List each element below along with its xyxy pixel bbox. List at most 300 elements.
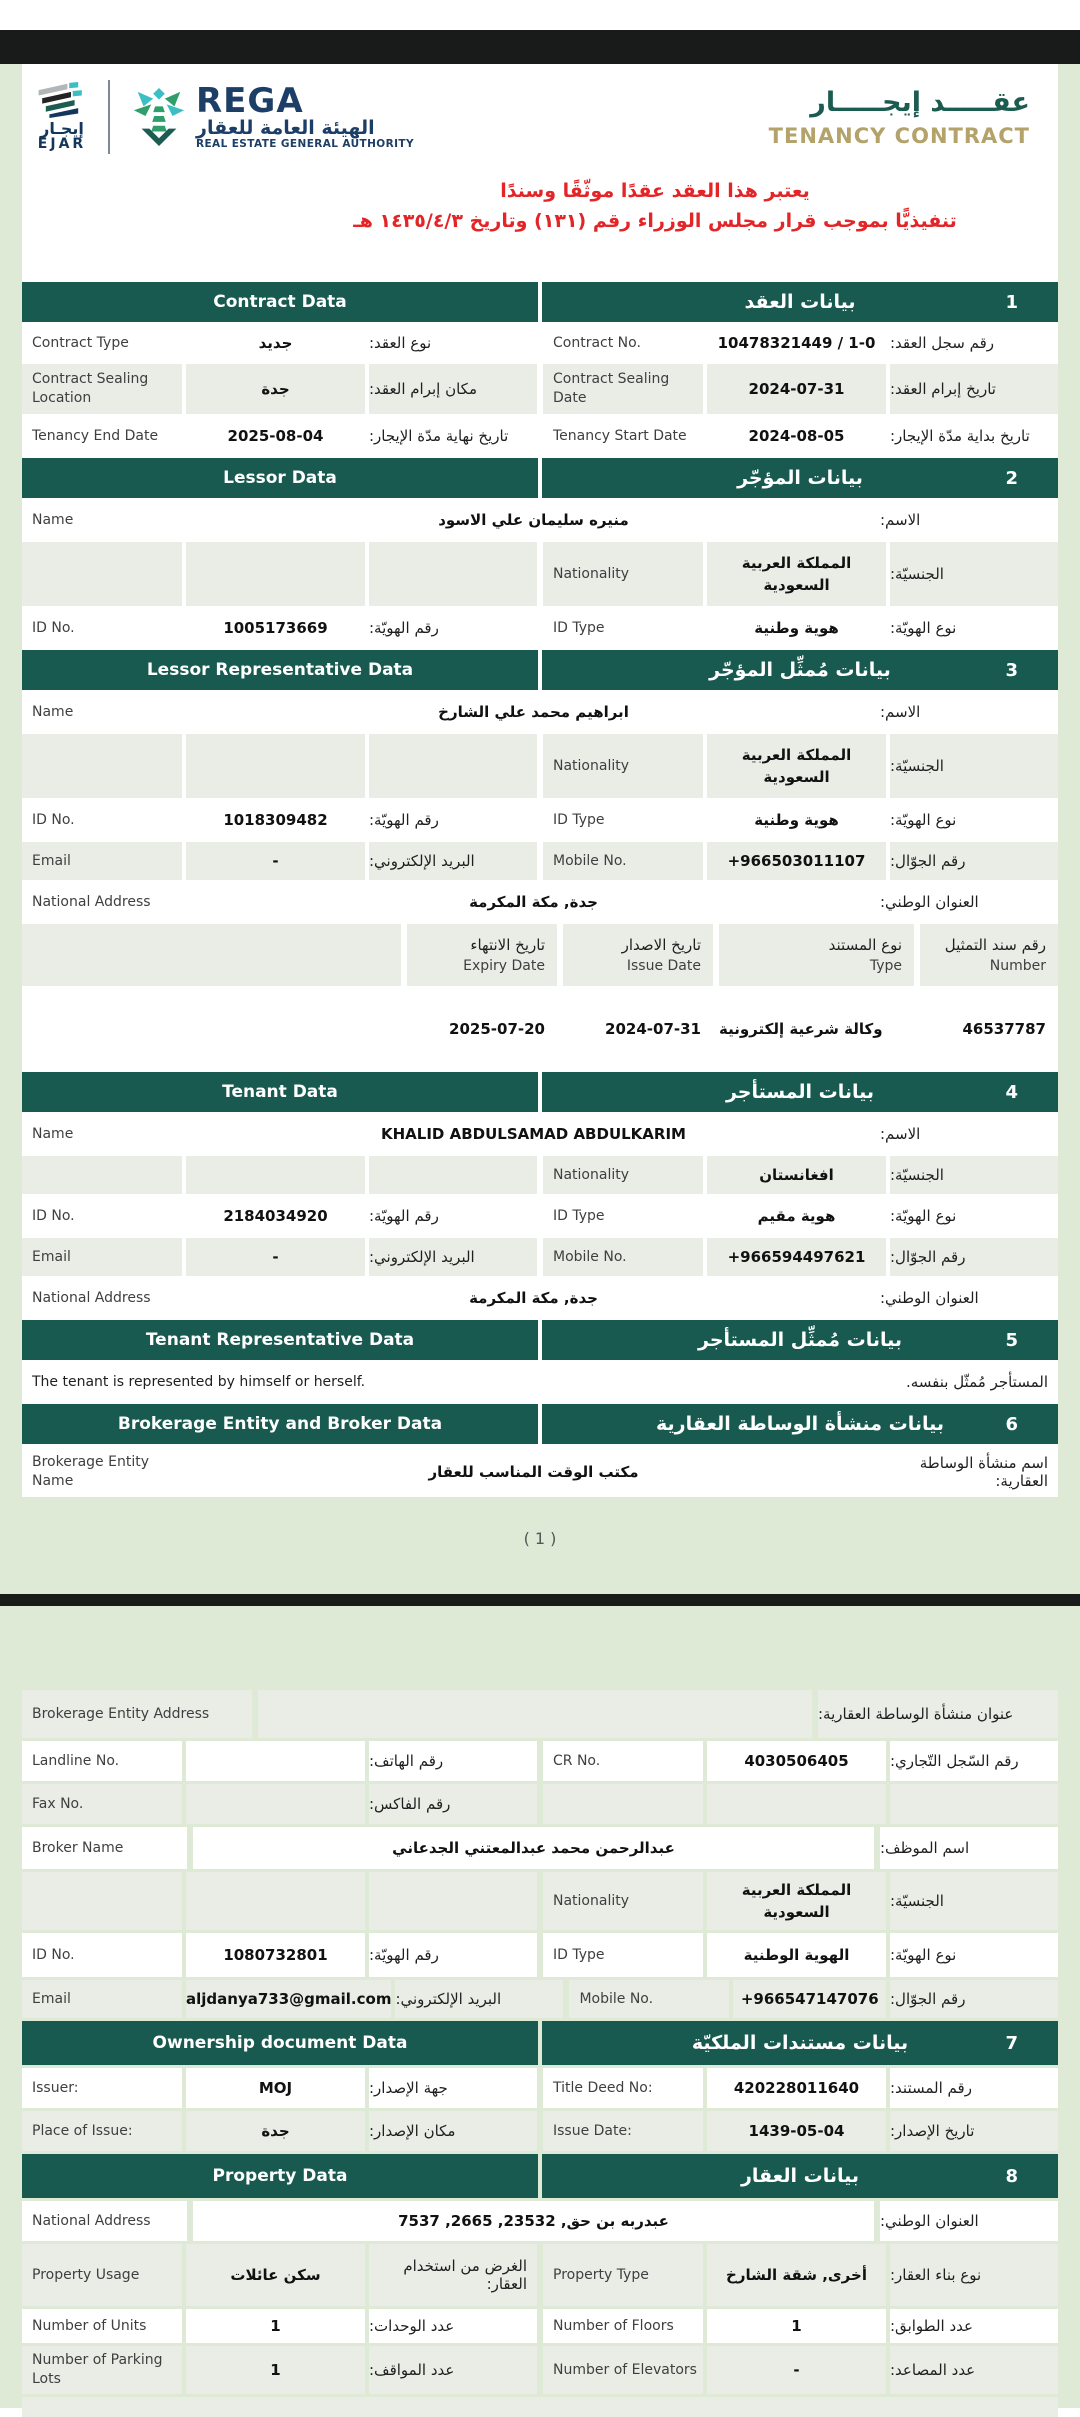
doc-col-label-en: Type: [869, 958, 902, 974]
section-title-ar: بيانات المستأجر: [725, 1081, 875, 1103]
field-label-ar: مكان إبرام العقد:: [369, 364, 537, 414]
empty-cell: [22, 924, 401, 986]
field-value: MOJ: [186, 2068, 365, 2108]
field-value: جدة: [186, 364, 365, 414]
row-left-half: [22, 2111, 537, 2151]
field-value: 2024-07-31: [707, 364, 886, 414]
field-label-ar: عدد المصاعد:: [890, 2346, 1058, 2394]
field-label-ar: البريد الإلكتروني:: [369, 842, 537, 880]
field-label-ar: الاسم:: [880, 1115, 1058, 1153]
empty-cell: [186, 542, 365, 606]
field-label-en: ID Type: [543, 609, 703, 647]
field-label-en: National Address: [22, 1279, 187, 1317]
field-label-ar: نوع الهويّة:: [890, 609, 1058, 647]
row-left-half: [22, 542, 537, 606]
table-row: [22, 609, 1058, 647]
field-label-en: Property Usage: [22, 2244, 182, 2306]
field-value: المملكة العربية السعودية: [707, 1872, 886, 1930]
field-label-en: Nationality: [543, 542, 703, 606]
field-label-en: Name: [22, 501, 187, 539]
row-right-half: [543, 1238, 1058, 1276]
field-label-en: Email: [22, 842, 182, 880]
field-label-ar: مكان الإصدار:: [369, 2111, 537, 2151]
viewer-top-strip: [0, 0, 1080, 30]
section-title-ar: بيانات مُمثِّل المؤجّر: [709, 659, 891, 681]
row-left-half: [22, 609, 537, 647]
section-title-ar-wrap: [542, 282, 1058, 322]
rega-logo-latin: REAL ESTATE GENERAL AUTHORITY: [196, 138, 414, 151]
table-row: [22, 2201, 1058, 2241]
row-right-half: [543, 1784, 1058, 1824]
row-right-half: [543, 2111, 1058, 2151]
rega-palm-icon: [130, 85, 188, 149]
field-value: المملكة العربية السعودية: [707, 542, 886, 606]
legal-notice: [22, 160, 1058, 282]
section-header-ownership: [22, 2021, 1058, 2065]
empty-cell: [22, 989, 401, 1069]
field-value: +966594497621: [707, 1238, 886, 1276]
doc-col-expiry: [407, 924, 557, 986]
section-title-ar: بيانات مستندات الملكيّة: [691, 2032, 909, 2054]
row-right-half: [543, 609, 1058, 647]
field-label-en: Place of Issue:: [22, 2111, 182, 2151]
doc-col-label-ar: تاريخ الانتهاء: [470, 936, 545, 954]
contract-page-1: [0, 64, 1080, 1594]
field-label-ar: رقم الهويّة:: [369, 1197, 537, 1235]
field-value: 10478321449 / 1-0: [707, 325, 886, 361]
field-label-en: Brokerage Entity Address: [22, 1690, 252, 1738]
row-right-half: [543, 801, 1058, 839]
field-value: جدة, مكة المكرمة: [193, 883, 874, 921]
row-left-half: [22, 842, 537, 880]
field-value: 1: [186, 2309, 365, 2343]
row-right-half: [543, 1197, 1058, 1235]
doc-col-number: [920, 924, 1058, 986]
field-label-ar: تاريخ نهاية مدّة الإيجار:: [369, 417, 537, 455]
field-label-ar: الجنسيّة:: [890, 542, 1058, 606]
section-number: 6: [1005, 1413, 1018, 1435]
section-title-ar: بيانات العقار: [740, 2165, 860, 2187]
table-row: [22, 2346, 1058, 2394]
field-label-en: Property Type: [543, 2244, 703, 2306]
field-label-ar: البريد الإلكتروني:: [395, 1980, 563, 2018]
self-representation-note-en: The tenant is represented by himself or herself.: [22, 1363, 365, 1401]
section-number: 1: [1005, 291, 1018, 313]
row-right-half: [543, 734, 1058, 798]
field-label-en: Email: [22, 1980, 182, 2018]
tenant-self-representation-row: [22, 1363, 1058, 1401]
field-label-en: Nationality: [543, 1872, 703, 1930]
field-label-ar: اسم منشأة الوساطة العقارية:: [880, 1447, 1058, 1497]
field-value: جدة: [186, 2111, 365, 2151]
field-label-en: Number of Units: [22, 2309, 182, 2343]
row-right-half: [543, 542, 1058, 606]
table-row: [22, 1197, 1058, 1235]
representation-doc-header-row: [22, 924, 1058, 986]
section-title-ar-wrap: [542, 1072, 1058, 1112]
field-label-ar: رقم الجوّال:: [890, 1980, 1058, 2018]
empty-cell: [22, 734, 182, 798]
representation-doc-values-row: [22, 989, 1058, 1069]
field-value: جدة, مكة المكرمة: [193, 1279, 874, 1317]
table-row: [22, 842, 1058, 880]
section-title-en: Property Data: [22, 2154, 538, 2198]
field-value: KHALID ABDULSAMAD ABDULKARIM: [193, 1115, 874, 1153]
empty-cell: [707, 1784, 886, 1824]
field-label-en: ID No.: [22, 609, 182, 647]
field-label-en: Broker Name: [22, 1827, 187, 1869]
field-label-en: Title Deed No:: [543, 2068, 703, 2108]
section-title-en: Brokerage Entity and Broker Data: [22, 1404, 538, 1444]
table-row: [22, 1980, 1058, 2018]
field-label-en: Nationality: [543, 734, 703, 798]
self-representation-note-ar: المستأجر مُمثّل بنفسه.: [906, 1363, 1058, 1401]
document-header: [22, 64, 1058, 160]
field-value: 2025-08-04: [186, 417, 365, 455]
field-value: 1: [186, 2346, 365, 2394]
table-row: [22, 1690, 1058, 1738]
field-value: منيره سليمان علي الاسود: [193, 501, 874, 539]
section-title-ar-wrap: [542, 1320, 1058, 1360]
field-label-en: Number of Floors: [543, 2309, 703, 2343]
field-label-ar: العنوان الوطني:: [880, 1279, 1058, 1317]
section-title-ar: بيانات المؤجّر: [737, 467, 863, 489]
empty-cell: [186, 734, 365, 798]
table-row: [22, 2244, 1058, 2306]
empty-cell: [890, 1784, 1058, 1824]
field-label-en: Fax No.: [22, 1784, 182, 1824]
field-label-ar: الجنسيّة:: [890, 734, 1058, 798]
section-number: 8: [1005, 2165, 1018, 2187]
field-label-en: Mobile No.: [543, 842, 703, 880]
section-title-ar: بيانات مُمثِّل المستأجر: [698, 1329, 902, 1351]
field-label-ar: نوع الهويّة:: [890, 1933, 1058, 1977]
ejar-logo-arabic: إيجـار: [40, 118, 84, 138]
field-label-ar: عنوان منشأة الوساطة العقارية:: [818, 1690, 1058, 1738]
table-row: [22, 1115, 1058, 1153]
table-row: [22, 801, 1058, 839]
field-label-en: Issue Date:: [543, 2111, 703, 2151]
document-title: [769, 87, 1058, 148]
section-number: 4: [1005, 1081, 1018, 1103]
doc-col-label-en: Expiry Date: [463, 958, 545, 974]
field-label-ar: رقم المستند:: [890, 2068, 1058, 2108]
section-title-ar-wrap: [542, 2154, 1058, 2198]
field-label-ar: رقم الهاتف:: [369, 1741, 537, 1781]
field-label-ar: البريد الإلكتروني:: [369, 1238, 537, 1276]
field-label-ar: رقم الهويّة:: [369, 609, 537, 647]
field-value: 2184034920: [186, 1197, 365, 1235]
field-label-en: Name: [22, 1115, 187, 1153]
row-left-half: [22, 2068, 537, 2108]
field-value: -: [707, 2346, 886, 2394]
page2-content: [22, 1690, 1058, 2417]
field-value: 1439-05-04: [707, 2111, 886, 2151]
field-value: 4030506405: [707, 1741, 886, 1781]
table-row: [22, 1447, 1058, 1497]
row-left-half: [22, 2244, 537, 2306]
field-label-ar: الجنسيّة:: [890, 1872, 1058, 1930]
field-label-en: Tenancy Start Date: [543, 417, 703, 455]
field-value: 420228011640: [707, 2068, 886, 2108]
section-header-tenant-representative: [22, 1320, 1058, 1360]
rega-logo-arabic: الهيئة العامة للعقار: [196, 117, 375, 140]
empty-cell: [543, 1784, 703, 1824]
section-header-brokerage: [22, 1404, 1058, 1444]
doc-col-type: [719, 924, 914, 986]
doc-col-issue: [563, 924, 713, 986]
empty-cell: [369, 542, 537, 606]
page-separator: [0, 1594, 1080, 1606]
page1-content: [22, 64, 1058, 1497]
section-header-lessor-data: [22, 458, 1058, 498]
section-title-en: Ownership document Data: [22, 2021, 538, 2065]
field-value: عبدربه بن حق, 23532, 2665, 7537: [193, 2201, 874, 2241]
rega-logo-text: [196, 80, 414, 151]
field-label-ar: الجنسيّة:: [890, 1156, 1058, 1194]
table-row-cutoff: [22, 2397, 1058, 2417]
document-title-arabic: عقـــــد إيجـــــار: [810, 86, 1030, 118]
field-label-en: ID No.: [22, 801, 182, 839]
table-row: [22, 364, 1058, 414]
section-header-property: [22, 2154, 1058, 2198]
field-value: ابراهيم محمد علي الشارخ: [193, 693, 874, 731]
field-label-en: Mobile No.: [543, 1238, 703, 1276]
row-right-half: [569, 1980, 1058, 2018]
field-label-ar: العنوان الوطني:: [880, 883, 1058, 921]
section-number: 7: [1005, 2032, 1018, 2054]
field-label-en: ID No.: [22, 1933, 182, 1977]
page-top-bar: [0, 30, 1080, 64]
empty-cell: [369, 1872, 537, 1930]
doc-number-value: 46537787: [920, 989, 1058, 1069]
section-title-ar-wrap: [542, 1404, 1058, 1444]
field-label-en: Tenancy End Date: [22, 417, 182, 455]
table-row: [22, 501, 1058, 539]
row-left-half: [22, 2309, 537, 2343]
field-label-ar: رقم الهويّة:: [369, 1933, 537, 1977]
field-label-ar: رقم السّجل التّجاري:: [890, 1741, 1058, 1781]
table-row: [22, 2068, 1058, 2108]
row-right-half: [543, 2346, 1058, 2394]
field-label-ar: الاسم:: [880, 693, 1058, 731]
field-label-ar: نوع بناء العقار:: [890, 2244, 1058, 2306]
doc-col-label-ar: نوع المستند: [828, 936, 902, 954]
section-title-en: Tenant Data: [22, 1072, 538, 1112]
field-label-en: Mobile No.: [569, 1980, 729, 2018]
section-title-en: Lessor Representative Data: [22, 650, 538, 690]
section-header-tenant-data: [22, 1072, 1058, 1112]
row-left-half: [22, 734, 537, 798]
ejar-logo-latin: EJAR: [37, 136, 87, 153]
table-row: [22, 1238, 1058, 1276]
row-left-half: [22, 801, 537, 839]
field-label-ar: رقم الجوّال:: [890, 1238, 1058, 1276]
field-label-ar: الاسم:: [880, 501, 1058, 539]
field-label-ar: رقم سجل العقد:: [890, 325, 1058, 361]
empty-cell: [22, 2397, 1058, 2417]
field-label-en: ID Type: [543, 1933, 703, 1977]
table-row: [22, 1872, 1058, 1930]
ejar-stripes-icon: [36, 82, 88, 118]
field-label-en: Contract Type: [22, 325, 182, 361]
table-row: [22, 1156, 1058, 1194]
field-value: 1005173669: [186, 609, 365, 647]
table-row: [22, 417, 1058, 455]
field-value: هوية مقيم: [707, 1197, 886, 1235]
field-value: مكتب الوقت المناسب للعقار: [193, 1447, 874, 1497]
section-header-contract-data: [22, 282, 1058, 322]
section-number: 2: [1005, 467, 1018, 489]
table-row: [22, 1784, 1058, 1824]
table-row: [22, 325, 1058, 361]
legal-notice-line1: يعتبر هذا العقد عقدًا موثّقًا وسندًا: [500, 180, 810, 202]
row-right-half: [543, 417, 1058, 455]
section-header-lessor-representative: [22, 650, 1058, 690]
row-left-half: [22, 1872, 537, 1930]
field-label-en: CR No.: [543, 1741, 703, 1781]
doc-col-label-en: Issue Date: [626, 958, 701, 974]
table-row: [22, 1827, 1058, 1869]
table-row: [22, 2111, 1058, 2151]
field-label-ar: تاريخ الإصدار:: [890, 2111, 1058, 2151]
field-label-en: Email: [22, 1238, 182, 1276]
row-left-half: [22, 417, 537, 455]
empty-cell: [369, 1156, 537, 1194]
field-value: عبدالرحمن محمد عبدالمعتني الجدعاني: [193, 1827, 874, 1869]
section-title-ar: بيانات منشأة الوساطة العقارية: [656, 1413, 945, 1435]
field-value: أخرى, شقة الشارخ: [707, 2244, 886, 2306]
field-label-ar: عدد الوحدات:: [369, 2309, 537, 2343]
table-row: [22, 1279, 1058, 1317]
field-label-ar: عدد المواقف:: [369, 2346, 537, 2394]
page-number: ( 1 ): [523, 1529, 557, 1548]
field-value: -: [186, 1238, 365, 1276]
field-label-ar: نوع الهويّة:: [890, 801, 1058, 839]
field-label-ar: نوع الهويّة:: [890, 1197, 1058, 1235]
field-value: الهوية الوطنية: [707, 1933, 886, 1977]
row-left-half: [22, 325, 537, 361]
field-label-ar: جهة الإصدار:: [369, 2068, 537, 2108]
field-label-en: Contract No.: [543, 325, 703, 361]
field-label-ar: رقم الجوّال:: [890, 842, 1058, 880]
section-number: 5: [1005, 1329, 1018, 1351]
contract-page-2: [0, 1606, 1080, 2408]
doc-col-label-ar: تاريخ الاصدار: [621, 936, 701, 954]
table-row: [22, 1933, 1058, 1977]
table-row: [22, 1741, 1058, 1781]
row-left-half: [22, 1784, 537, 1824]
empty-cell: [22, 1156, 182, 1194]
doc-col-label-en: Number: [989, 958, 1046, 974]
row-right-half: [543, 2309, 1058, 2343]
field-label-en: Number of Parking Lots: [22, 2346, 182, 2394]
section-title-ar: بيانات العقد: [744, 291, 856, 313]
field-label-en: National Address: [22, 883, 187, 921]
row-right-half: [543, 842, 1058, 880]
empty-cell: [22, 542, 182, 606]
row-left-half: [22, 1156, 537, 1194]
field-value: 1: [707, 2309, 886, 2343]
section-title-ar-wrap: [542, 2021, 1058, 2065]
row-left-half: [22, 2346, 537, 2394]
section-number: 3: [1005, 659, 1018, 681]
row-left-half: [22, 1933, 537, 1977]
row-left-half: [22, 364, 537, 414]
field-label-ar: عدد الطوابق:: [890, 2309, 1058, 2343]
field-label-ar: اسم الموظف:: [880, 1827, 1058, 1869]
field-label-en: ID Type: [543, 801, 703, 839]
field-value: هوية وطنية: [707, 801, 886, 839]
field-label-ar: رقم الهويّة:: [369, 801, 537, 839]
table-row: [22, 883, 1058, 921]
row-right-half: [543, 2244, 1058, 2306]
section-title-en: Contract Data: [22, 282, 538, 322]
field-label-en: Name: [22, 693, 187, 731]
field-label-en: Contract Sealing Location: [22, 364, 182, 414]
row-left-half: [22, 1741, 537, 1781]
empty-cell: [22, 1872, 182, 1930]
field-label-ar: تاريخ بداية مدّة الإيجار:: [890, 417, 1058, 455]
field-label-en: Contract Sealing Date: [543, 364, 703, 414]
section-title-ar-wrap: [542, 458, 1058, 498]
table-row: [22, 542, 1058, 606]
row-right-half: [543, 1741, 1058, 1781]
field-value: هوية وطنية: [707, 609, 886, 647]
table-row: [22, 734, 1058, 798]
row-right-half: [543, 325, 1058, 361]
field-value: +966503011107: [707, 842, 886, 880]
doc-issue-value: 2024-07-31: [563, 989, 713, 1069]
row-left-half: [22, 1238, 537, 1276]
field-label-en: Landline No.: [22, 1741, 182, 1781]
field-value: [186, 1741, 365, 1781]
row-left-half: [22, 1197, 537, 1235]
field-label-ar: العنوان الوطني:: [880, 2201, 1058, 2241]
field-value: سكن عائلات: [186, 2244, 365, 2306]
field-value: المملكة العربية السعودية: [707, 734, 886, 798]
logo-divider: [108, 80, 110, 154]
doc-type-value: وكالة شرعية إلكترونية: [719, 989, 914, 1069]
field-label-en: Issuer:: [22, 2068, 182, 2108]
field-label-ar: تاريخ إبرام العقد:: [890, 364, 1058, 414]
empty-cell: [371, 1363, 900, 1401]
table-row: [22, 2309, 1058, 2343]
row-right-half: [543, 2068, 1058, 2108]
field-label-en: National Address: [22, 2201, 187, 2241]
row-right-half: [543, 1872, 1058, 1930]
section-title-ar-wrap: [542, 650, 1058, 690]
rega-logo: [130, 80, 414, 151]
field-value: جديد: [186, 325, 365, 361]
doc-expiry-value: 2025-07-20: [407, 989, 557, 1069]
row-right-half: [543, 1933, 1058, 1977]
section-title-en: Lessor Data: [22, 458, 538, 498]
field-label-en: Nationality: [543, 1156, 703, 1194]
rega-logo-name: REGA: [196, 80, 304, 121]
ejar-logo: [36, 82, 88, 153]
field-label-en: ID Type: [543, 1197, 703, 1235]
field-value: aljdanya733@gmail.com: [186, 1980, 391, 2018]
section-title-en: Tenant Representative Data: [22, 1320, 538, 1360]
field-value: 2024-08-05: [707, 417, 886, 455]
field-value: 1080732801: [186, 1933, 365, 1977]
document-title-english: TENANCY CONTRACT: [768, 123, 1030, 148]
table-row: [22, 693, 1058, 731]
field-label-ar: الغرض من استخدام العقار:: [369, 2244, 537, 2306]
empty-cell: [186, 1156, 365, 1194]
row-right-half: [543, 364, 1058, 414]
